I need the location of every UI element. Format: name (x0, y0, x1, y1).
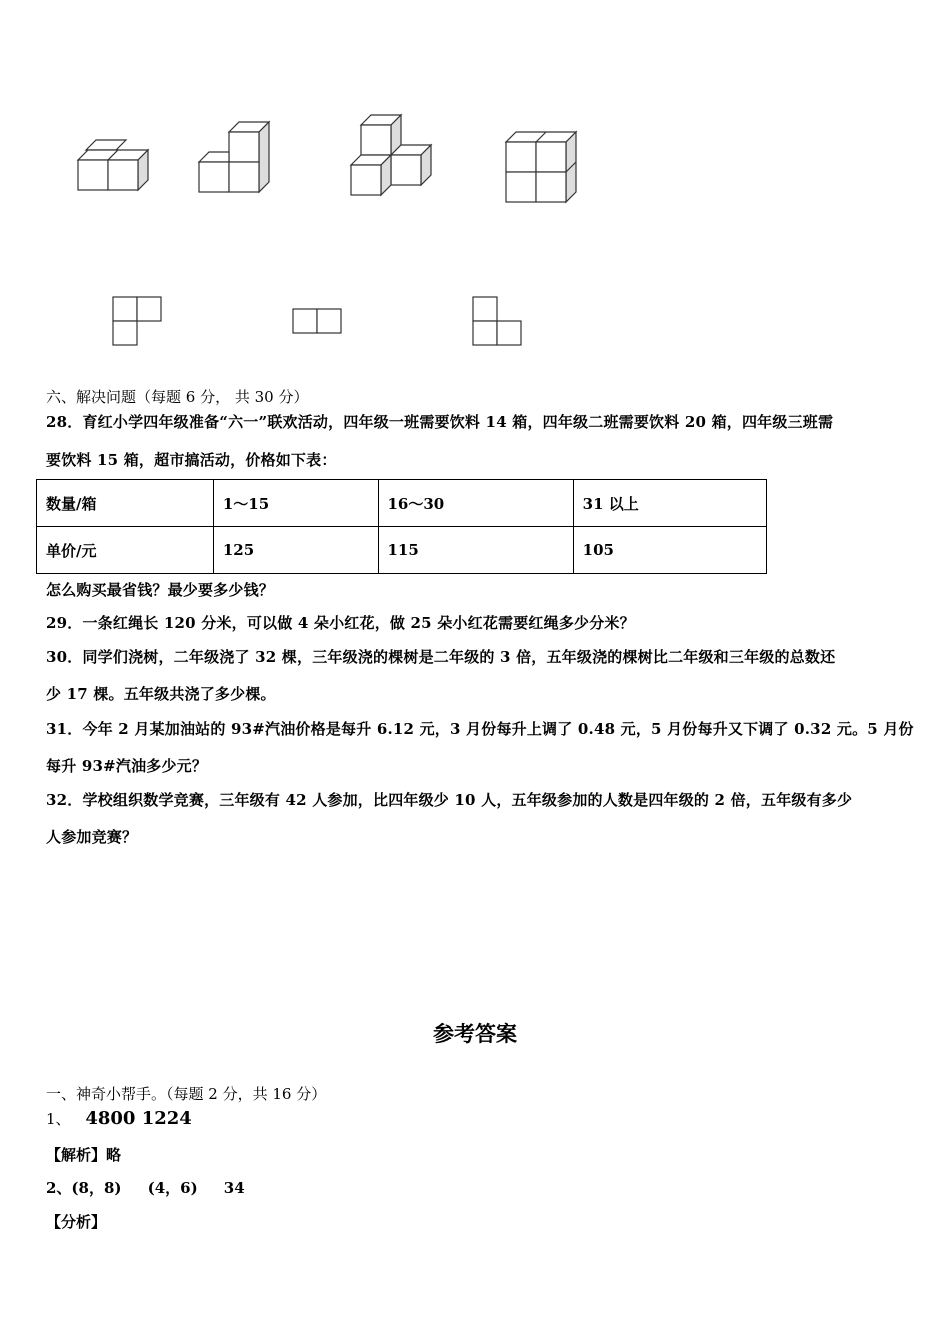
question-30-line-1: 30．同学们浇树，二年级浇了 32 棵，三年级浇的棵树是二年级的 3 倍，五年级浇的棵树比二年级和三年级的总数还 (46, 648, 836, 666)
answers-section-heading: 一、神奇小帮手。（每题 2 分，共 16 分） (46, 1085, 327, 1103)
table-cell: 105 (573, 527, 766, 574)
cube-figure-3 (349, 115, 439, 199)
price-table (36, 479, 767, 574)
question-30-line-2: 少 17 棵。五年级共浇了多少棵。 (46, 685, 276, 703)
table-row (37, 480, 767, 527)
question-31-line-2: 每升 93#汽油多少元？ (46, 757, 208, 775)
table-cell: 单价/元 (37, 527, 214, 574)
answer-2: 2、(8，8) (4，6) 34 (46, 1179, 245, 1197)
cube-figure-1 (76, 138, 156, 194)
question-28-line-1: 28．育红小学四年级准备“六一”联欢活动，四年级一班需要饮料 14 箱，四年级二班需要饮料 20 箱，四年级三班需 (46, 413, 834, 431)
answer-1-value: 4800 1224 (85, 1108, 192, 1129)
table-cell: 16～30 (378, 480, 573, 527)
answer-1 (46, 1108, 192, 1129)
question-32-line-2: 人参加竞赛？ (46, 828, 138, 846)
cube-figure-4 (504, 130, 584, 206)
answer-1-note: 【解析】略 (46, 1146, 122, 1164)
answer-2-note: 【分析】 (46, 1213, 107, 1231)
question-31-line-1: 31．今年 2 月某加油站的 93#汽油价格是每升 6.12 元，3 月份每升上调了 0.48 元，5 月份每升又下调了 0.32 元。5 月份 (46, 720, 914, 738)
table-cell: 数量/箱 (37, 480, 214, 527)
question-29-line-1: 29．一条红绳长 120 分米，可以做 4 朵小红花，做 25 朵小红花需要红绳多少分米？ (46, 614, 635, 632)
table-cell: 1～15 (213, 480, 378, 527)
view-figure-1 (112, 296, 164, 348)
table-cell: 115 (378, 527, 573, 574)
table-cell: 125 (213, 527, 378, 574)
question-28-ask: 怎么购买最省钱？最少要多少钱？ (46, 581, 275, 599)
view-figure-2 (292, 308, 344, 336)
cube-figure-2 (197, 122, 277, 196)
answer-1-number: 1、 (46, 1110, 71, 1128)
question-28-line-2: 要饮料 15 箱，超市搞活动，价格如下表： (46, 451, 337, 469)
answers-title: 参考答案 (433, 1021, 517, 1046)
table-cell: 31 以上 (573, 480, 766, 527)
view-figure-3 (472, 296, 524, 348)
question-32-line-1: 32．学校组织数学竞赛，三年级有 42 人参加，比四年级少 10 人，五年级参加的人数是四年级的 2 倍，五年级有多少 (46, 791, 853, 809)
section-heading: 六、解决问题（每题 6 分， 共 30 分） (46, 388, 309, 406)
table-row (37, 527, 767, 574)
